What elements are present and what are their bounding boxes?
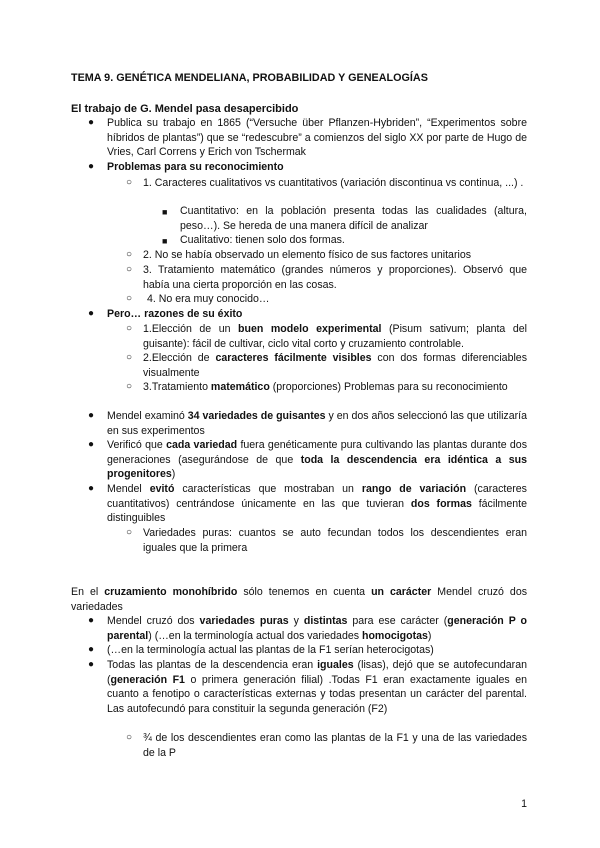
bullet-icon: ● [88,615,95,626]
circle-bullet-icon: ○ [126,293,133,304]
circle-bullet-icon: ○ [126,323,133,334]
list-item: Cuantitativo: en la población presenta todas las cualidades (altura, peso…). Se hereda de una manera difícil de analizar [180,205,527,232]
list-item: 3.Tratamiento matemático (proporciones) Problemas para su reconocimiento [143,381,508,393]
bullet-icon: ● [88,659,95,670]
list-item: Variedades puras: cuantos se auto fecundan todos los descendientes eran iguales que la primera [143,527,527,554]
circle-bullet-icon: ○ [126,381,133,392]
list-item: 4. No era muy conocido… [147,293,270,305]
list-item: Pero… razones de su éxito [107,308,243,320]
circle-bullet-icon: ○ [126,352,133,363]
list-item: 1.Elección de un buen modelo experimental (Pisum sativum; planta del guisante): fácil de cultivar, ciclo vital corto y cruzamiento controlable. [143,323,527,350]
list-item: 2. No se había observado un elemento físico de sus factores unitarios [143,249,472,261]
list-item: 1. Caracteres cualitativos vs cuantitativos (variación discontinua vs continua, ...) . [143,177,524,189]
bullet-icon: ● [88,483,95,494]
list-item: Mendel evitó características que mostraban un rango de variación (caracteres cuantitativos) centrándose únicamente en las que tuvieran dos formas fácilmente distinguibles [107,483,527,525]
circle-bullet-icon: ○ [126,732,133,743]
bullet-icon: ● [88,439,95,450]
list-item: Todas las plantas de la descendencia eran iguales (lisas), dejó que se autofecundaran (generación F1 o primera generación filial) .Todas F1 eran exactamente iguales en cuanto a fenotipo o características externas y todas presentan un carácter del parental. Las autofecundó para constituir la segunda generación (F2) [107,659,528,715]
square-bullet-icon: ■ [162,207,168,217]
list-item: Verificó que cada variedad fuera genéticamente pura cultivando las plantas durante dos generaciones (asegurándose de que toda la descendencia era idéntica a sus progenitores) [107,439,527,481]
bullet-icon: ● [88,308,95,319]
list-item: ¾ de los descendientes eran como las plantas de la F1 y una de las variedades de la P [143,732,527,759]
bullet-icon: ● [88,117,95,128]
paragraph: En el cruzamiento monohíbrido sólo tenemos en cuenta un carácter Mendel cruzó dos variedades [71,586,528,613]
circle-bullet-icon: ○ [126,177,133,188]
list-item: Mendel cruzó dos variedades puras y distintas para ese carácter (generación P o parental) (…en la terminología actual dos variedades homocigotas) [107,615,528,642]
section-heading: El trabajo de G. Mendel pasa desapercibido [71,103,299,115]
circle-bullet-icon: ○ [126,527,133,538]
circle-bullet-icon: ○ [126,249,133,260]
list-item: Problemas para su reconocimiento [107,161,284,173]
list-item: 2.Elección de caracteres fácilmente visibles con dos formas diferenciables visualmente [143,352,527,379]
list-item: 3. Tratamiento matemático (grandes números y proporciones). Observó que había una cierta proporción en las cosas. [143,264,527,291]
bullet-icon: ● [88,644,95,655]
bullet-icon: ● [88,410,95,421]
square-bullet-icon: ■ [162,236,168,246]
list-item: Cualitativo: tienen solo dos formas. [180,234,345,246]
list-item: Publica su trabajo en 1865 (“Versuche über Pflanzen-Hybriden”, “Experimentos sobre híbridos de plantas”) que se “redescubre” a comienzos del siglo XX por parte de Hugo de Vries, Carl Correns y Erich von Tschermak [107,117,527,159]
list-item: (…en la terminología actual las plantas de la F1 serían heterocigotas) [107,644,434,656]
list-item: Mendel examinó 34 variedades de guisantes y en dos años seleccionó las que utilizaría en sus experimentos [107,410,527,437]
document-title: TEMA 9. GENÉTICA MENDELIANA, PROBABILIDAD Y GENEALOGÍAS [71,72,428,84]
circle-bullet-icon: ○ [126,264,133,275]
bullet-icon: ● [88,161,95,172]
page-number: 1 [521,798,527,810]
